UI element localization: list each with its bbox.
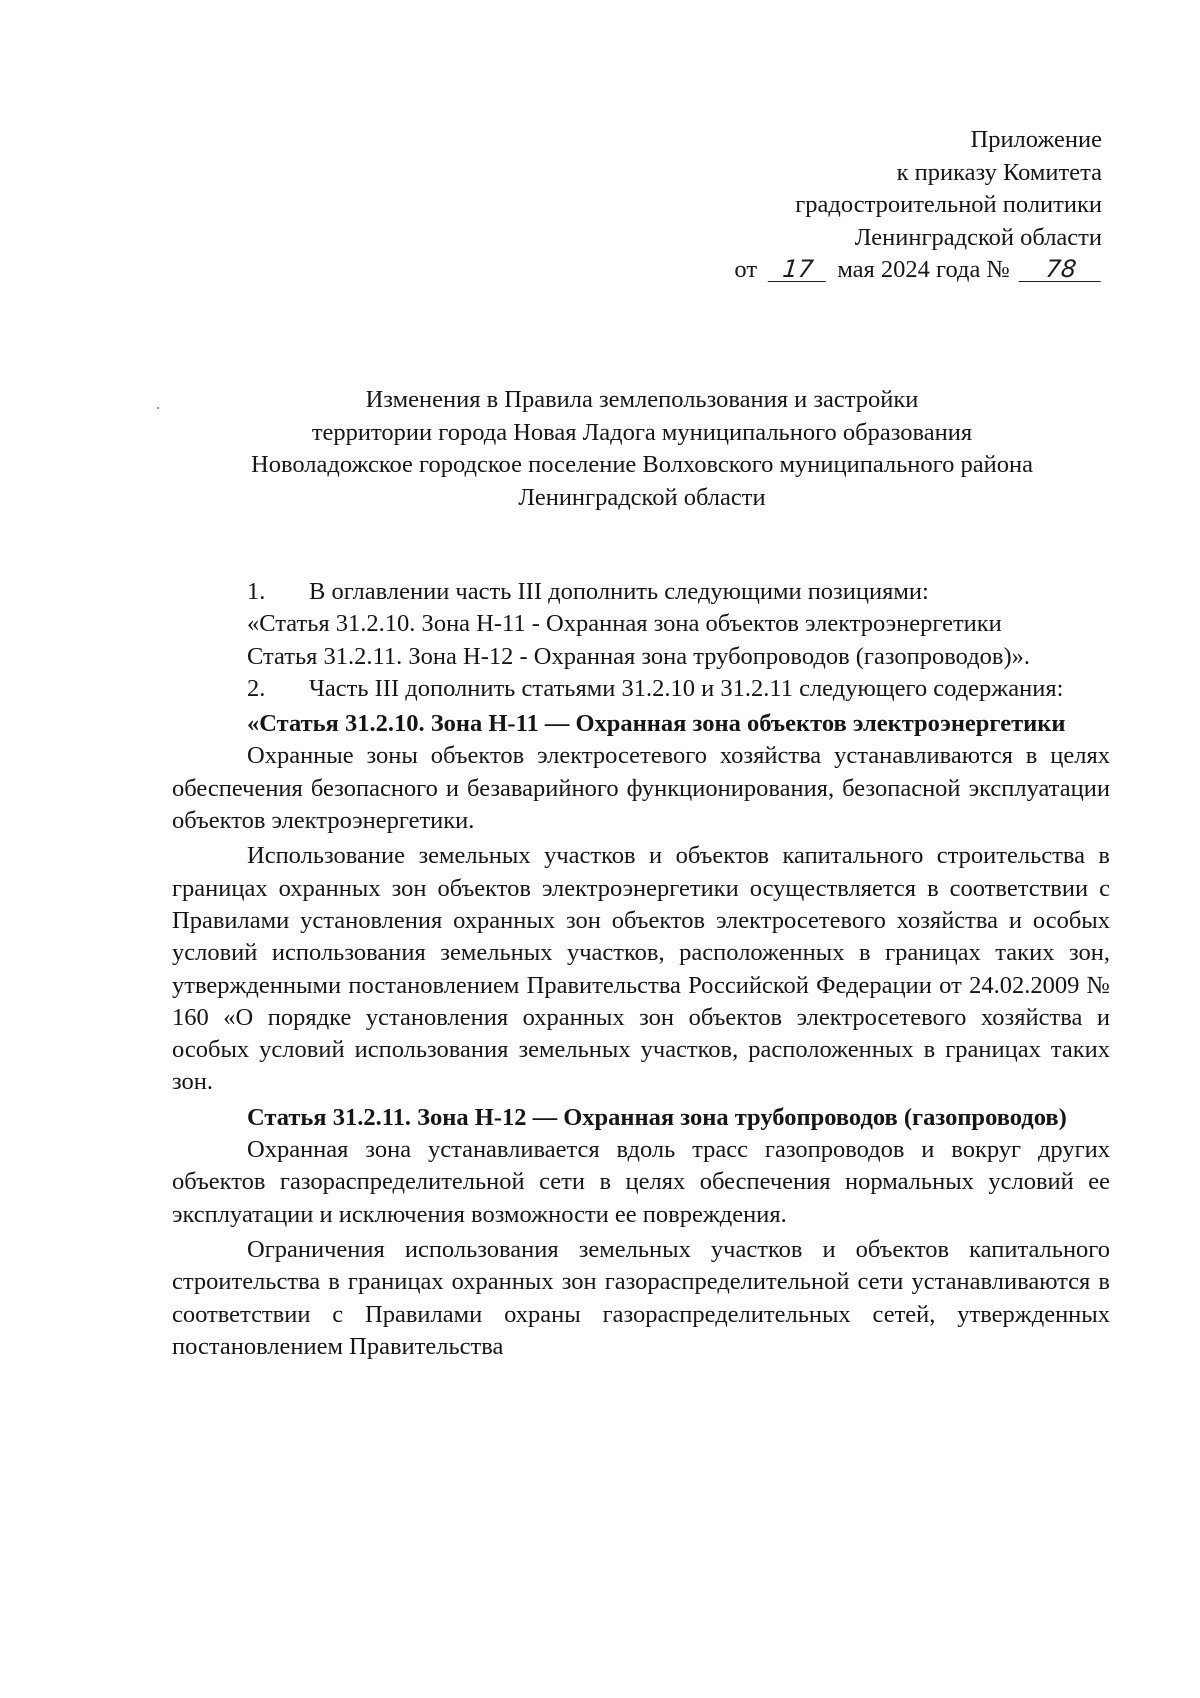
item-1-number: 1. xyxy=(247,578,266,605)
appendix-line-4: Ленинградской области xyxy=(854,223,1102,251)
article-31-2-11-paragraph-2: Ограничения использования земельных участков и объектов капитального строительства в границах охранных зон газораспределительной сети устанавливаются в соответствии с Правилами охраны газораспределительных сетей, утвержденных постановлением Правительства xyxy=(172,1235,1110,1360)
appendix-line-1: Приложение xyxy=(970,126,1102,153)
document-title xyxy=(172,384,1112,514)
item-1-text: В оглавлении часть III дополнить следующими позициями: xyxy=(309,578,929,605)
date-prefix: от xyxy=(734,256,758,283)
handwritten-doc-number: 78 xyxy=(1019,257,1104,282)
article-31-2-11-paragraph-1: Охранная зона устанавливается вдоль трасс газопроводов и вокруг других объектов газораспределительной сети в целях обеспечения нормальных условий ее эксплуатации и исключения возможности ее повреждения. xyxy=(172,1136,1110,1228)
title-line-3: Новоладожское городское поселение Волховского муниципального района xyxy=(251,451,1033,478)
handwritten-day: 17 xyxy=(768,257,829,282)
appendix-date-line xyxy=(602,254,1102,287)
title-line-1: Изменения в Правила землепользования и застройки xyxy=(365,386,919,413)
appendix-block xyxy=(602,124,1102,287)
title-line-4: Ленинградской области xyxy=(518,483,766,511)
document-body xyxy=(172,576,1110,1363)
item-1-position-1: «Статья 31.2.10. Зона Н-11 - Охранная зона объектов электроэнергетики xyxy=(247,610,1002,638)
article-31-2-10-paragraph-1: Охранные зоны объектов электросетевого хозяйства устанавливаются в целях обеспечения безопасного и безаварийного функционирования, безопасной эксплуатации объектов электроэнергетики. xyxy=(172,742,1110,835)
scan-speck xyxy=(157,407,159,409)
article-31-2-11-heading: Статья 31.2.11. Зона Н-12 — Охранная зона трубопроводов (газопроводов) xyxy=(247,1103,1067,1131)
item-2-number: 2. xyxy=(247,674,266,702)
item-2-text: Часть III дополнить статьями 31.2.10 и 31.2.11 следующего содержания: xyxy=(309,674,1064,702)
article-31-2-10-heading: «Статья 31.2.10. Зона Н-11 — Охранная зона объектов электроэнергетики xyxy=(247,710,1066,738)
article-31-2-10-paragraph-2: Использование земельных участков и объектов капитального строительства в границах охранных зон объектов электроэнергетики осуществляется в соответствии с Правилами установления охранных зон объектов электросетевого хозяйства и особых условий использования земельных участков, расположенных в границах таких зон, утвержденными постановлением Правительства Российской Федерации от 24.02.2009 № 160 «О порядке установления охранных зон объектов электросетевого хозяйства и особых условий использования земельных участков, расположенных в границах таких зон. xyxy=(172,842,1110,1096)
item-1 xyxy=(172,576,1110,608)
appendix-line-3: градостроительной политики xyxy=(795,191,1102,218)
item-2 xyxy=(172,673,1110,705)
title-line-2: территории города Новая Ладога муниципального образования xyxy=(311,418,973,446)
appendix-line-2: к приказу Комитета xyxy=(896,158,1102,186)
item-1-position-2: Статья 31.2.11. Зона Н-12 - Охранная зона трубопроводов (газопроводов)». xyxy=(247,642,1031,670)
date-middle: мая 2024 года № xyxy=(837,256,1010,283)
